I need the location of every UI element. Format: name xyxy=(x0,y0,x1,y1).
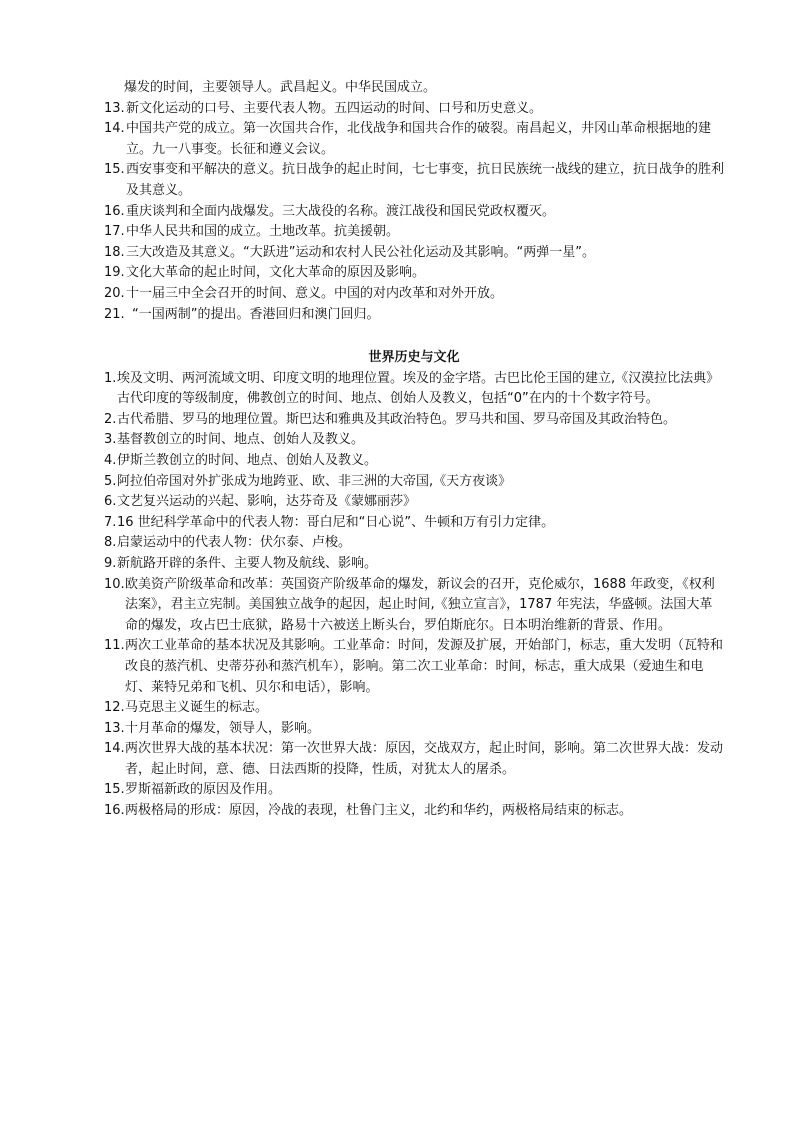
item-number: 15. xyxy=(104,162,125,178)
item-text: 两极格局的形成：原因，冷战的表现，杜鲁门主义，北约和华约，两极格局结束的标志。 xyxy=(125,803,633,819)
item-number: 12. xyxy=(104,700,125,716)
item-text: 三大改造及其意义。“大跃进”运动和农村人民公社化运动及其影响。“两弹一星”。 xyxy=(126,244,595,260)
item-text: 两次世界大战的基本状况：第一次世界大战：原因，交战双方，起止时间，影响。第二次世界大战：发动者，起止时间，意、德、日法西斯的投降，性质，对犹太人的屠杀。 xyxy=(125,741,724,777)
item-text: 新文化运动的口号、主要代表人物。五四运动的时间、口号和历史意义。 xyxy=(126,100,543,116)
item-text: 西安事变和平解决的意义。抗日战争的起止时间，七七事变，抗日民族统一战线的建立，抗日战争的胜利及其意义。 xyxy=(126,162,725,198)
item-text: 阿拉伯帝国对外扩张成为地跨亚、欧、非三洲的大帝国,《天方夜谈》 xyxy=(117,473,512,489)
item-text: 古代希腊、罗马的地理位置。斯巴达和雅典及其政治特色。罗马共和国、罗马帝国及其政治特色。 xyxy=(117,411,677,427)
china-history-section xyxy=(104,78,724,325)
list-item xyxy=(104,222,724,243)
item-number: 19. xyxy=(104,265,125,281)
item-text: 埃及文明、两河流域文明、印度文明的地理位置。埃及的金字塔。古巴比伦王国的建立,《汉漠拉比法典》 古代印度的等级制度，佛教创立的时间、地点、创始人及教义，包括“0”在内的十个数字符号。 xyxy=(117,370,720,407)
item-number: 15. xyxy=(104,782,125,798)
list-item xyxy=(104,202,724,223)
list-item xyxy=(104,369,724,410)
list-item xyxy=(104,780,724,801)
item-text: 两次工业革命的基本状况及其影响。工业革命：时间，发源及扩展，开始部门，标志，重大发明（瓦特和改良的蒸汽机、史蒂芬孙和蒸汽机车），影响。第二次工业革命：时间，标志，重大成果（爱迪生和电灯、莱特兄弟和飞机、贝尔和电话），影响。 xyxy=(125,638,724,695)
continued-item-text: 爆发的时间，主要领导人。武昌起义。中华民国成立。 xyxy=(124,80,437,95)
item-number: 16. xyxy=(104,203,125,219)
list-item xyxy=(104,533,724,554)
list-item xyxy=(104,636,724,698)
item-text: 启蒙运动中的代表人物：伏尔泰、卢梭。 xyxy=(117,535,352,551)
item-number: 21. xyxy=(104,306,125,322)
china-history-list xyxy=(104,99,724,326)
list-item xyxy=(104,739,724,780)
item-number: 13. xyxy=(104,100,125,116)
item-number: 9. xyxy=(104,555,117,571)
item-number: 10. xyxy=(104,576,125,592)
item-text: 伊斯兰教创立的时间、地点、创始人及教义。 xyxy=(117,452,378,468)
item-number: 6. xyxy=(104,494,117,510)
item-number: 2. xyxy=(104,411,117,427)
item-text: 基督教创立的时间、地点、创始人及教义。 xyxy=(117,432,365,448)
list-item xyxy=(104,451,724,472)
item-number: 4. xyxy=(104,452,117,468)
item-number: 8. xyxy=(104,535,117,551)
list-item xyxy=(104,119,724,160)
item-number: 3. xyxy=(104,432,117,448)
item-number: 18. xyxy=(104,244,125,260)
item-text: 欧美资产阶级革命和改革：英国资产阶级革命的爆发，新议会的召开，克伦威尔，1688 年政变，《权利法案》，君主立宪制。美国独立战争的起因，起止时间,《独立宣言》，1787 年宪法，华盛顿。法国大革命的爆发，攻占巴士底狱，路易十六被送上断头台，罗伯斯庇尔。日本明治维新的背景、作用。 xyxy=(125,576,715,633)
item-number: 20. xyxy=(104,285,125,301)
item-text: “一国两制”的提出。香港回归和澳门回归。 xyxy=(132,306,380,322)
item-number: 13. xyxy=(104,720,125,736)
item-text: 十一届三中全会召开的时间、意义。中国的对内改革和对外开放。 xyxy=(126,285,504,301)
item-text: 重庆谈判和全面内战爆发。三大战役的名称。渡江战役和国民党政权覆灭。 xyxy=(126,203,556,219)
item-text: 新航路开辟的条件、主要人物及航线、影响。 xyxy=(117,555,378,571)
item-text: 中国共产党的成立。第一次国共合作，北伐战争和国共合作的破裂。南昌起义，井冈山革命根据地的建立。九一八事变。长征和遵义会议。 xyxy=(126,121,712,157)
item-text: 罗斯福新政的原因及作用。 xyxy=(125,782,282,798)
list-item xyxy=(104,99,724,120)
list-item xyxy=(104,305,724,326)
list-item xyxy=(104,513,724,534)
item-text: 马克思主义诞生的标志。 xyxy=(125,700,269,716)
item-text: 文艺复兴运动的兴起、影响，达芬奇及《蒙娜丽莎》 xyxy=(117,494,417,510)
list-item xyxy=(104,243,724,264)
list-item xyxy=(104,698,724,719)
list-item xyxy=(104,284,724,305)
item-number: 14. xyxy=(104,121,125,137)
world-history-list xyxy=(104,369,724,822)
list-item xyxy=(104,430,724,451)
item-number: 7. xyxy=(104,514,117,530)
list-item xyxy=(104,719,724,740)
item-number: 11. xyxy=(104,638,125,654)
list-item xyxy=(104,492,724,513)
world-history-section xyxy=(104,348,724,822)
section-heading: 世界历史与文化 xyxy=(368,350,460,365)
item-number: 14. xyxy=(104,741,125,757)
item-text: 文化大革命的起止时间，文化大革命的原因及影响。 xyxy=(126,265,426,281)
item-number: 1. xyxy=(104,370,117,386)
list-item xyxy=(104,472,724,493)
list-item xyxy=(104,801,724,822)
list-item xyxy=(104,263,724,284)
item-text: 中华人民共和国的成立。土地改革。抗美援朝。 xyxy=(126,224,400,240)
item-text: 16 世纪科学革命中的代表人物：哥白尼和“日心说”、牛顿和万有引力定律。 xyxy=(117,514,555,530)
item-number: 5. xyxy=(104,473,117,489)
continued-text xyxy=(104,78,724,99)
list-item xyxy=(104,575,724,637)
item-text: 十月革命的爆发，领导人，影响。 xyxy=(125,720,321,736)
list-item xyxy=(104,410,724,431)
list-item xyxy=(104,554,724,575)
item-number: 17. xyxy=(104,224,125,240)
item-number: 16. xyxy=(104,803,125,819)
list-item xyxy=(104,160,724,201)
